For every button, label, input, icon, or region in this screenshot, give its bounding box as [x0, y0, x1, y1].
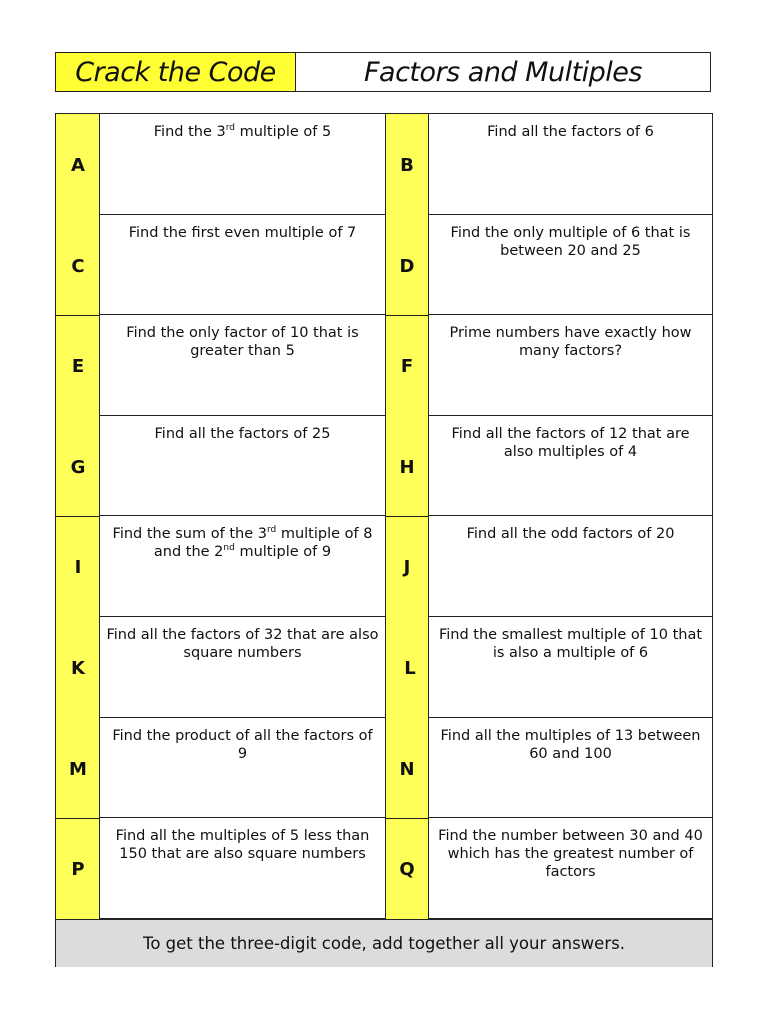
question-text-part: Find all the factors of 25 — [154, 426, 331, 442]
letter-group-divider — [56, 516, 100, 517]
ordinal-suffix: nd — [223, 543, 235, 554]
code-letter: P — [71, 859, 85, 880]
code-letter: L — [404, 658, 416, 679]
code-letter: H — [399, 457, 415, 478]
code-letter: N — [399, 759, 415, 780]
question-cell — [429, 416, 712, 516]
question-text-part: Find the smallest multiple of 10 that is also a multiple of 6 — [438, 627, 703, 661]
question-cell — [100, 818, 385, 919]
question-cell — [429, 516, 712, 617]
code-letter: Q — [399, 859, 415, 880]
code-letter: B — [400, 155, 414, 176]
code-letter: M — [69, 759, 87, 780]
question-cell — [100, 718, 385, 818]
question-text-part: Find all the odd factors of 20 — [466, 526, 675, 542]
worksheet-title: Factors and Multiples — [364, 56, 642, 88]
question-text-part: multiple of 5 — [234, 124, 332, 140]
code-letter: G — [70, 457, 86, 478]
question-text-part: Find all the factors of 6 — [487, 124, 654, 140]
question-text-part: Find all the multiples of 5 less than 150 that are also square numbers — [115, 828, 370, 862]
question-text-part: Find the only factor of 10 that is greater than 5 — [126, 325, 359, 359]
question-cell — [100, 315, 385, 416]
code-letter: J — [403, 557, 411, 578]
worksheet-header — [55, 52, 711, 92]
instructions-footer: To get the three-digit code, add together all your answers. — [56, 919, 712, 967]
question-grid — [55, 113, 713, 967]
column-divider — [385, 114, 386, 919]
question-cell — [429, 215, 712, 315]
question-text-part: multiple of 8 and the 2 — [153, 526, 373, 560]
question-text-part: Find all the factors of 32 that are also square numbers — [106, 627, 379, 661]
question-cell — [429, 818, 712, 919]
question-text-part: Prime numbers have exactly how many factors? — [449, 325, 692, 359]
question-text-part: Find all the multiples of 13 between 60 and 100 — [440, 728, 701, 762]
letter-group-divider — [385, 516, 429, 517]
code-letter: C — [71, 256, 85, 277]
question-text-part: Find the first even multiple of 7 — [128, 225, 357, 241]
question-cell — [100, 114, 385, 215]
question-text-part: Find the only multiple of 6 that is between 20 and 25 — [450, 225, 691, 259]
question-cell — [429, 617, 712, 718]
letter-group-divider — [56, 315, 100, 316]
code-letter: E — [71, 356, 85, 377]
question-cell — [100, 617, 385, 718]
question-text-part: Find the product of all the factors of 9 — [112, 728, 373, 762]
letter-group-divider — [56, 818, 100, 819]
question-text-part: Find the number between 30 and 40 which has the greatest number of factors — [438, 828, 703, 880]
question-text-part: multiple of 9 — [234, 544, 332, 560]
code-letter: I — [74, 557, 82, 578]
code-letter: D — [399, 256, 415, 277]
question-text-part: Find the 3 — [153, 124, 226, 140]
question-cell — [100, 416, 385, 516]
letter-group-divider — [385, 818, 429, 819]
question-cell — [100, 516, 385, 617]
question-cell — [429, 114, 712, 215]
question-cell — [100, 215, 385, 315]
brand-title: Crack the Code — [56, 53, 296, 91]
code-letter: F — [400, 356, 414, 377]
ordinal-suffix: rd — [225, 123, 235, 134]
question-text-part: Find all the factors of 12 that are also multiples of 4 — [451, 426, 690, 460]
question-cell — [429, 718, 712, 818]
code-letter: A — [71, 155, 85, 176]
ordinal-suffix: rd — [266, 525, 277, 536]
code-letter: K — [71, 658, 85, 679]
question-cell — [429, 315, 712, 416]
question-text-part: Find the sum of the 3 — [112, 526, 267, 542]
letter-group-divider — [385, 315, 429, 316]
